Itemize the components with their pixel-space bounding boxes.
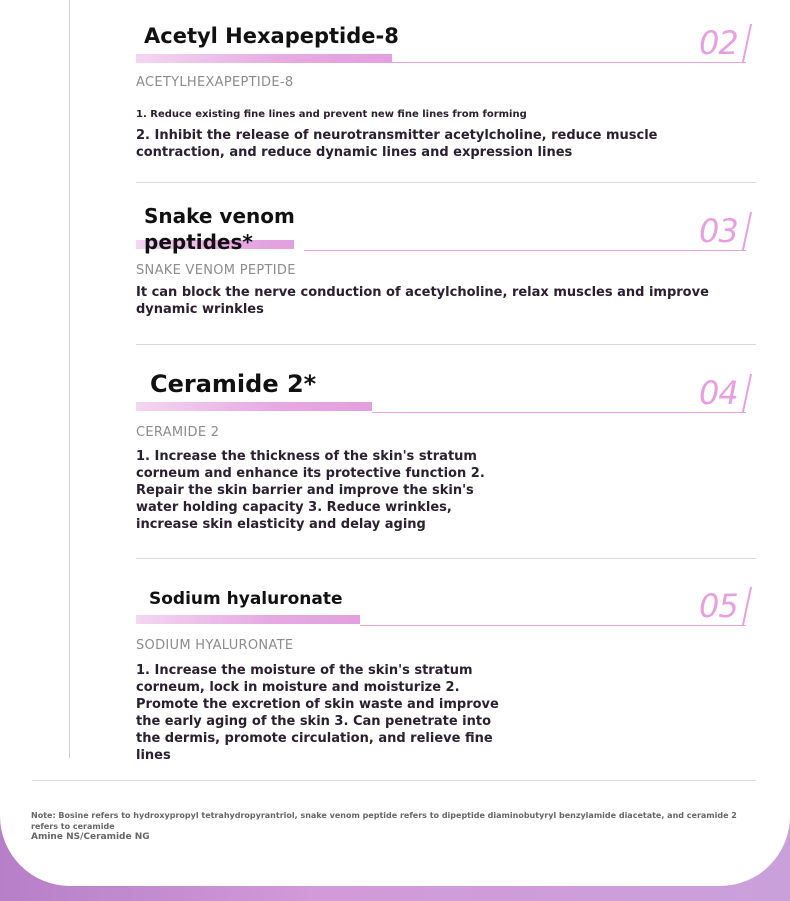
number-slash (742, 24, 752, 62)
section-number: 04 (699, 374, 738, 412)
ingredient-section-04 (136, 370, 756, 545)
title-rule (392, 62, 746, 63)
left-vertical-rule (69, 0, 70, 758)
section-number: 05 (699, 587, 738, 625)
footnote-tail: Amine NS/Ceramide NG (31, 832, 150, 842)
footer-divider (32, 780, 756, 781)
title-highlight (136, 54, 392, 63)
section-divider (136, 182, 756, 183)
title-rule (372, 412, 746, 413)
section-number: 02 (699, 24, 738, 62)
number-slash (742, 587, 752, 625)
ingredient-title: Sodium hyaluronate (149, 589, 343, 609)
description-line-1: 1. Reduce existing fine lines and prevent new fine lines from forming (136, 109, 527, 120)
ingredient-title: Ceramide 2* (150, 370, 317, 398)
section-divider (136, 558, 756, 559)
title-highlight (136, 402, 372, 411)
ingredient-title: Snake venom peptides* (144, 204, 295, 254)
number-slash (742, 374, 752, 412)
description-line-1: It can block the nerve conduction of acetylcholine, relax muscles and improve dynamic wrinkles (136, 285, 709, 317)
ingredient-section-05 (136, 585, 756, 763)
ingredient-subtitle: SODIUM HYALURONATE (136, 638, 294, 653)
section-divider (136, 344, 756, 345)
footnote: Note: Bosine refers to hydroxypropyl tetrahydropyrantriol, snake venom peptide refers to dipeptide diaminobutyryl benzylamide diacetate, and ceramide 2 refers to ceramide (31, 811, 737, 831)
title-highlight (136, 615, 360, 624)
ingredient-subtitle: SNAKE VENOM PEPTIDE (136, 263, 296, 278)
ingredient-subtitle: CERAMIDE 2 (136, 425, 220, 440)
title-rule (304, 250, 746, 251)
ingredient-title: Acetyl Hexapeptide-8 (144, 24, 399, 48)
description-line-2: 2. Inhibit the release of neurotransmitter acetylcholine, reduce muscle contraction, and reduce dynamic lines and expression lines (136, 128, 658, 160)
number-slash (742, 212, 752, 250)
section-number: 03 (699, 212, 738, 250)
title-rule (360, 625, 746, 626)
ingredient-subtitle: ACETYLHEXAPEPTIDE-8 (136, 75, 294, 90)
ingredient-section-03 (136, 200, 756, 340)
description-line-1: 1. Increase the moisture of the skin's stratum corneum, lock in moisture and moisturize 2. Promote the excretion of skin waste and improve the early aging of the skin 3. Can penetrate into the dermis, promote circulation, and relieve fine lines (136, 663, 499, 763)
description-line-1: 1. Increase the thickness of the skin's stratum corneum and enhance its protective function 2. Repair the skin barrier and improve the skin's water holding capacity 3. Reduce wrinkles, increase skin elasticity and delay aging (136, 449, 485, 532)
ingredient-section-02 (136, 18, 756, 178)
